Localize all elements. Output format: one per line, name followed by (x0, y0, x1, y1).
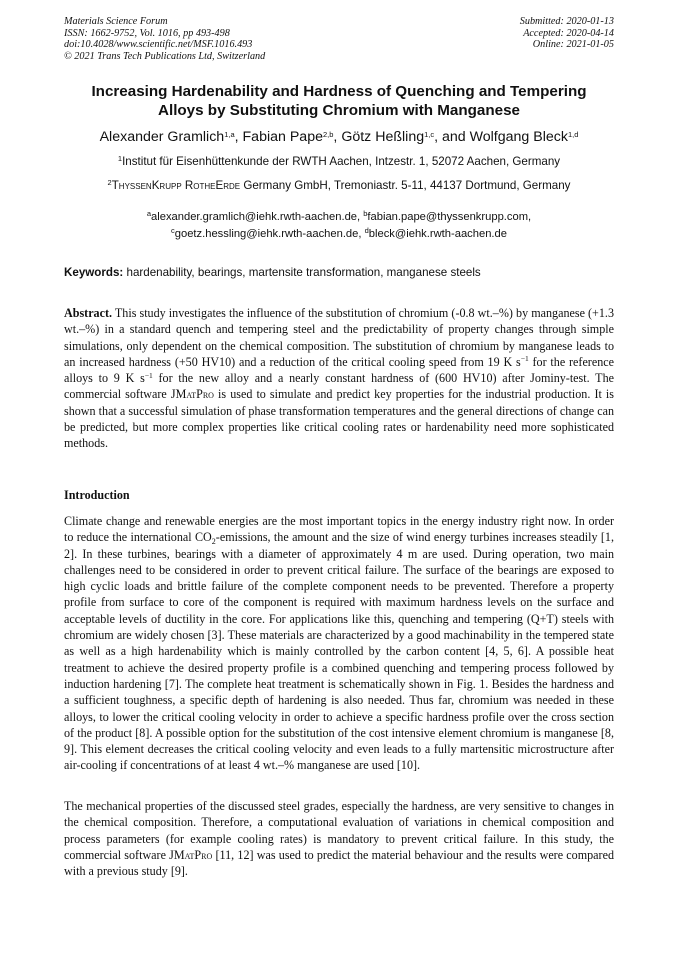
author-superscript: 1,a (224, 129, 235, 139)
company-name: ThyssenKrupp RotheErde (111, 179, 241, 192)
author-name: Fabian Pape (242, 129, 323, 145)
affiliation-text: Institut für Eisenhüttenkunde der RWTH Aachen, Intzestr. 1, 52072 Aachen, Germany (122, 155, 561, 168)
software-name: MatPro (175, 387, 214, 402)
abstract-text: for the reference alloys to 9 K s (64, 354, 614, 386)
email-line-2 (30, 227, 648, 241)
affiliation-number: 1 (117, 153, 123, 163)
email-superscript: c (171, 225, 175, 235)
issn-line: ISSN: 1662-9752, Vol. 1016, pp 493-498 (64, 27, 230, 39)
keywords (64, 266, 624, 280)
keywords-label: Keywords: (64, 266, 124, 279)
affiliation-number: 2 (107, 177, 112, 187)
journal-header (64, 16, 265, 62)
body-text: -emissions, the amount and the size of wind energy turbines increases steadily [1, 2]. In these turbines, bearings with a diameter of approximately 4 m are used. During operation, two main challenges need to be considered in order to prevent critical failure. The surface of the bearings are exposed to high cyclic loads and brittle failure of the complete component needs to be prevented. Therefore a property profile from surface to core of the component is required with maximum hardness levels on the surface and acceptable levels of ductility in the core. For applications like this, quenching and tempering (Q+T) steels with chromium are widely chosen [3]. These materials are characterized by a good machinability in the tempered state as well as a high hardenability which is mainly controlled by the carbon content [4, 5, 6]. A possible heat treatment to achieve the desired property profile is a combined quenching and tempering process followed by induction hardening [7]. The complete heat treatment is schematically shown in Fig. 1. Besides the hardness and a sufficient toughness, a specific depth of hardening is also needed. Thus far, chromium was needed in these alloys, to lower the critical cooling velocity in order to achieve a specific hardness profile over the cross section of the product [8]. A possible option for the substitution of the cost intensive element chromium is manganese [8, 9]. This element decreases the critical cooling velocity and even leads to a fully martensitic microstructure after air-cooling if concentrations of at least 4 wt.–% manganese are used [10]. (64, 530, 614, 773)
introduction-paragraph-2 (64, 798, 614, 879)
abstract-superscript: −1 (520, 354, 529, 364)
online-date: Online: 2021-01-05 (532, 39, 614, 51)
author-superscript: 2,b (322, 129, 334, 139)
body-subscript: 2 (211, 536, 216, 546)
copyright-line: © 2021 Trans Tech Publications Ltd, Switzerland (64, 50, 266, 62)
introduction-heading: Introduction (64, 488, 130, 502)
email-superscript: d (364, 225, 369, 235)
keywords-text: hardenability, bearings, martensite transformation, manganese steels (123, 266, 481, 279)
author-separator: , (234, 129, 243, 145)
author-name: Götz Heßling (341, 129, 425, 145)
email-address[interactable]: alexander.gramlich@iehk.rwth-aachen.de, (151, 211, 364, 223)
abstract-label: Abstract. (64, 306, 113, 320)
author-list (30, 128, 648, 146)
introduction-paragraph-1 (64, 513, 614, 774)
author-superscript: 1,c (424, 129, 435, 139)
title-line-1: Increasing Hardenability and Hardness of Quenching and Tempering (91, 83, 587, 100)
author-separator: , and (434, 129, 470, 145)
body-text: Climate change and renewable energies are the most important topics in the energy industry right now. In order to reduce the international CO (64, 514, 614, 545)
body-text: [11, 12] was used to predict the material behaviour and the results were compared with a previous study [9]. (64, 847, 614, 879)
body-text: The mechanical properties of the discussed steel grades, especially the hardness, are very sensitive to changes in the chemical composition. Therefore, a computational evaluation of variations in chemical composition and process parameters (for example cooling rates) is mandatory to prevent critical failure. In this study, the commercial software J (64, 799, 614, 862)
email-superscript: a (146, 208, 152, 218)
software-name: MatPro (173, 847, 213, 862)
email-address[interactable]: goetz.hessling@iehk.rwth-aachen.de, (174, 228, 365, 240)
accepted-date: Accepted: 2020-04-14 (523, 27, 614, 39)
affiliation-text: Germany GmbH, Tremoniastr. 5-11, 44137 Dortmund, Germany (240, 179, 571, 192)
email-address[interactable]: bleck@iehk.rwth-aachen.de (368, 228, 507, 240)
email-address[interactable]: fabian.pape@thyssenkrupp.com, (367, 211, 532, 223)
abstract-text: This study investigates the influence of the substitution of chromium (-0.8 wt.–%) by manganese (+1.3 wt.–%) in a standard quench and tempering steel and the predictability of property changes through simple simulations, only dependent on the chemical composition. The substitution of chromium by manganese leads to an increased hardness (+50 HV10) and a reduction of the critical cooling speed from 19 K s (64, 306, 614, 369)
dates-header (520, 16, 614, 51)
abstract-text: is used to simulate and predict key properties for the industrial production. It is shown that a successful simulation of phase transformation temperatures and the general directions of change can be predicted, but more complex properties like critical cooling rates or hardenability need more sophisticated methods. (64, 387, 614, 451)
abstract-superscript: −1 (144, 370, 153, 380)
doi-line[interactable]: doi:10.4028/www.scientific.net/MSF.1016.493 (64, 39, 253, 51)
email-superscript: b (363, 208, 368, 218)
paper-title (40, 82, 638, 120)
affiliation-1 (30, 155, 648, 169)
title-line-2: Alloys by Substituting Chromium with Manganese (158, 102, 520, 119)
author-name: Alexander Gramlich (99, 129, 225, 145)
abstract (64, 305, 614, 452)
author-name: Wolfgang Bleck (469, 129, 568, 145)
journal-name: Materials Science Forum (64, 16, 168, 27)
affiliation-2 (30, 179, 648, 193)
author-superscript: 1,d (567, 129, 579, 139)
email-line-1 (30, 210, 648, 224)
abstract-text: for the new alloy and a nearly constant hardness of (600 HV10) after Jominy-test. The commercial software J (64, 371, 614, 402)
submitted-date: Submitted: 2020-01-13 (519, 16, 614, 27)
author-separator: , (333, 129, 342, 145)
